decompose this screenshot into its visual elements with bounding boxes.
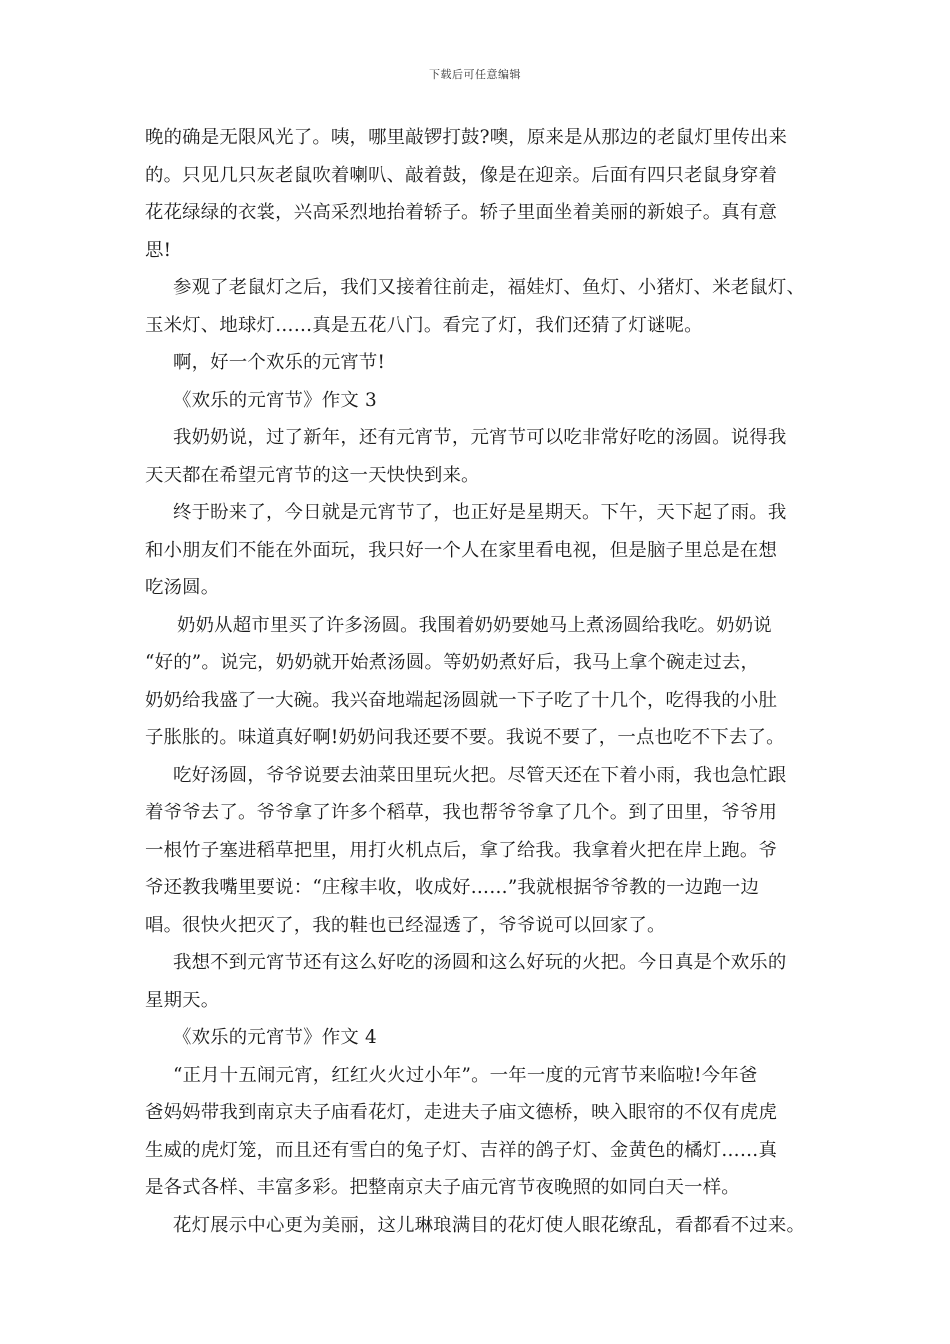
paragraph-line: 和小朋友们不能在外面玩，我只好一个人在家里看电视，但是脑子里总是在想 <box>145 539 778 561</box>
paragraph-line: 晚的确是无限风光了。咦，哪里敲锣打鼓?噢，原来是从那边的老鼠灯里传出来 <box>145 127 788 148</box>
paragraph-line: 爷还教我嘴里要说：“庄稼丰收，收成好……”我就根据爷爷教的一边跑一边 <box>145 877 760 898</box>
paragraph-line: 星期天。 <box>145 989 220 1011</box>
paragraph-line: 花灯展示中心更为美丽，这儿琳琅满目的花灯使人眼花缭乱，看都看不过来。 <box>173 1214 806 1236</box>
paragraph-line: 天天都在希望元宵节的这一天快快到来。 <box>145 464 480 486</box>
paragraph-line: 参观了老鼠灯之后，我们又接着往前走，福娃灯、鱼灯、小猪灯、米老鼠灯、 <box>173 277 806 298</box>
paragraph-line: 一根竹子塞进稻草把里，用打火机点后，拿了给我。我拿着火把在岸上跑。爷 <box>145 839 778 861</box>
paragraph-line: 着爷爷去了。爷爷拿了许多个稻草，我也帮爷爷拿了几个。到了田里，爷爷用 <box>145 802 778 823</box>
paragraph-line: 终于盼来了，今日就是元宵节了，也正好是星期天。下午，天下起了雨。我 <box>173 502 787 523</box>
paragraph-line: 子胀胀的。味道真好啊!奶奶问我还要不要。我说不要了，一点也吃不下去了。 <box>145 727 785 748</box>
paragraph-line: 我想不到元宵节还有这么好吃的汤圆和这么好玩的火把。今日真是个欢乐的 <box>173 952 787 973</box>
paragraph-line: 吃汤圆。 <box>145 577 220 598</box>
paragraph-line: 花花绿绿的衣裳，兴高采烈地抬着轿子。轿子里面坐着美丽的新娘子。真有意 <box>145 202 778 223</box>
document-body <box>145 119 830 1244</box>
section-title: 《欢乐的元宵节》作文 4 <box>173 1027 377 1048</box>
paragraph-line: 爸妈妈带我到南京夫子庙看花灯，走进夫子庙文德桥，映入眼帘的不仅有虎虎 <box>145 1102 778 1123</box>
page-header: 下载后可任意编辑 <box>429 68 521 81</box>
paragraph-line: 奶奶从超市里买了许多汤圆。我围着奶奶要她马上煮汤圆给我吃。奶奶说 <box>177 614 772 636</box>
paragraph-line: 的。只见几只灰老鼠吹着喇叭、敲着鼓，像是在迎亲。后面有四只老鼠身穿着 <box>145 164 778 186</box>
paragraph-line: 是各式各样、丰富多彩。把整南京夫子庙元宵节夜晚照的如同白天一样。 <box>145 1177 740 1198</box>
paragraph-line: “正月十五闹元宵，红红火火过小年”。一年一度的元宵节来临啦!今年爸 <box>173 1064 758 1086</box>
paragraph-line: 生威的虎灯笼，而且还有雪白的兔子灯、吉祥的鸽子灯、金黄色的橘灯……真 <box>145 1139 778 1161</box>
paragraph-line: 啊，好一个欢乐的元宵节! <box>173 352 386 373</box>
paragraph-line: 思! <box>145 239 172 261</box>
paragraph-line: 我奶奶说，过了新年，还有元宵节，元宵节可以吃非常好吃的汤圆。说得我 <box>173 427 787 448</box>
paragraph-line: 玉米灯、地球灯……真是五花八门。看完了灯，我们还猜了灯谜呢。 <box>145 314 703 336</box>
paragraph-line: “好的”。说完，奶奶就开始煮汤圆。等奶奶煮好后，我马上拿个碗走过去， <box>145 652 760 673</box>
paragraph-line: 唱。很快火把灭了，我的鞋也已经湿透了，爷爷说可以回家了。 <box>145 914 666 936</box>
section-title: 《欢乐的元宵节》作文 3 <box>173 389 377 411</box>
paragraph-line: 奶奶给我盛了一大碗。我兴奋地端起汤圆就一下子吃了十几个，吃得我的小肚 <box>145 689 778 711</box>
paragraph-line: 吃好汤圆，爷爷说要去油菜田里玩火把。尽管天还在下着小雨，我也急忙跟 <box>173 764 787 786</box>
